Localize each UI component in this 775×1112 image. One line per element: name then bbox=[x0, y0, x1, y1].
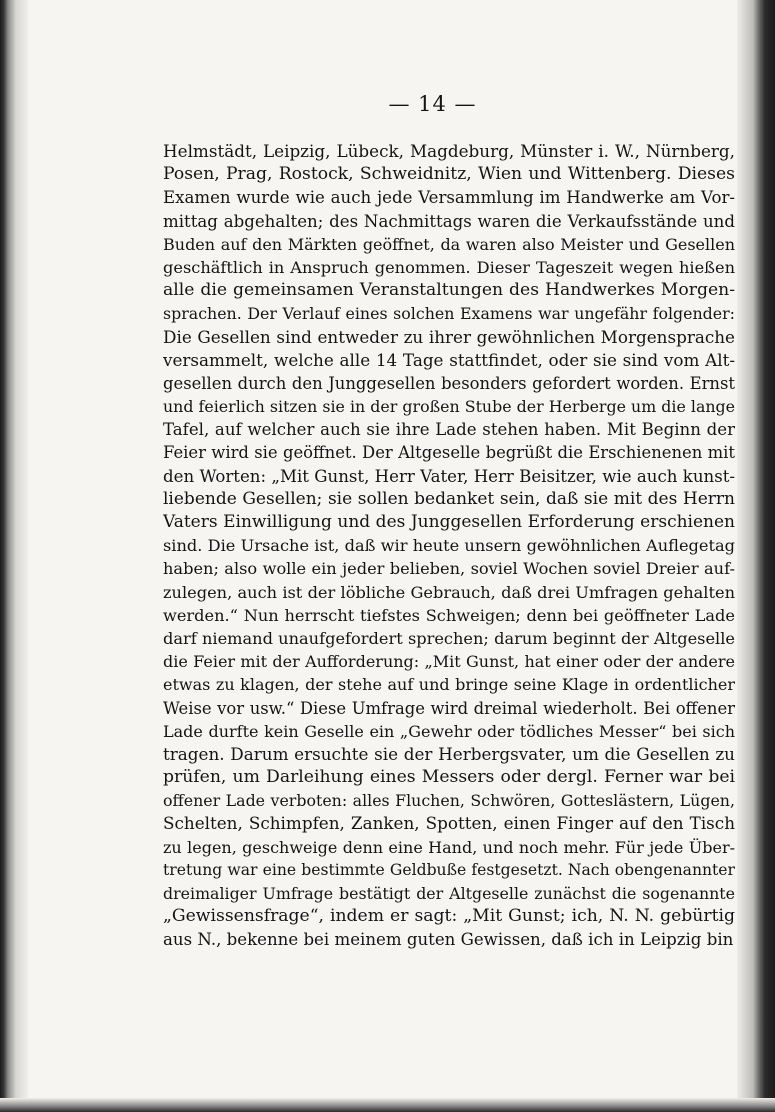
scan-edge-bottom bbox=[0, 1098, 775, 1112]
text-line: den Worten: „Mit Gunst, Herr Vater, Herr Beisitzer, wie auch kunst- bbox=[163, 466, 735, 486]
text-line: Die Gesellen sind entweder zu ihrer gewöhnlichen Morgensprache bbox=[163, 326, 735, 347]
text-line: Posen, Prag, Rostock, Schweidnitz, Wien und Wittenberg. Dieses bbox=[163, 164, 735, 185]
text-line: offener Lade verboten: alles Fluchen, Schwören, Gotteslästern, Lügen, bbox=[163, 791, 735, 811]
text-line: dreimaliger Umfrage bestätigt der Altgeselle zunächst die sogenannte bbox=[163, 884, 735, 903]
text-line: Feier wird sie geöffnet. Der Altgeselle begrüßt die Erschienenen mit bbox=[163, 443, 735, 463]
text-line: etwas zu klagen, der stehe auf und bringe seine Klage in ordentlicher bbox=[163, 675, 735, 695]
text-line: aus N., bekenne bei meinem guten Gewissen, daß ich in Leipzig bin bbox=[163, 930, 734, 950]
text-line: zulegen, auch ist der löbliche Gebrauch, daß drei Umfragen gehalten bbox=[163, 582, 735, 602]
text-line: mittag abgehalten; des Nachmittags waren die Verkaufsstände und bbox=[163, 211, 735, 231]
text-line: geschäftlich in Anspruch genommen. Dieser Tageszeit wegen hießen bbox=[163, 257, 735, 277]
text-line: Tafel, auf welcher auch sie ihre Lade stehen haben. Mit Beginn der bbox=[163, 420, 735, 440]
scan-edge-right bbox=[737, 0, 775, 1112]
text-line: und feierlich sitzen sie in der großen Stube der Herberge um die lange bbox=[163, 397, 735, 417]
text-line: Buden auf den Märkten geöffnet, da waren also Meister und Gesellen bbox=[163, 234, 735, 254]
text-line: alle die gemeinsamen Veranstaltungen des Handwerkes Morgen- bbox=[163, 280, 735, 301]
text-line: prüfen, um Darleihung eines Messers oder dergl. Ferner war bei bbox=[163, 767, 735, 788]
text-line: haben; also wolle ein jeder belieben, soviel Wochen soviel Dreier auf- bbox=[163, 559, 735, 579]
text-line: Examen wurde wie auch jede Versammlung im Handwerke am Vor- bbox=[163, 188, 735, 208]
text-line: Weise vor usw.“ Diese Umfrage wird dreimal wiederholt. Bei offener bbox=[163, 698, 735, 718]
text-line: sind. Die Ursache ist, daß wir heute unsern gewöhnlichen Auflegetag bbox=[163, 536, 735, 556]
text-line: gesellen durch den Junggesellen besonders gefordert worden. Ernst bbox=[163, 373, 735, 393]
text-line: Vaters Einwilligung und des Junggesellen Erforderung erschienen bbox=[163, 512, 735, 532]
text-line: darf niemand unaufgefordert sprechen; darum beginnt der Altgeselle bbox=[163, 628, 735, 648]
text-line: die Feier mit der Aufforderung: „Mit Gunst, hat einer oder der andere bbox=[163, 652, 735, 672]
text-line: werden.“ Nun herrscht tiefstes Schweigen; denn bei geöffneter Lade bbox=[163, 605, 735, 625]
text-line: sprachen. Der Verlauf eines solchen Examens war ungefähr folgender: bbox=[163, 304, 735, 324]
text-line: tretung war eine bestimmte Geldbuße festgesetzt. Nach obengenannter bbox=[163, 860, 735, 879]
text-line: versammelt, welche alle 14 Tage stattfindet, oder sie sind vom Alt- bbox=[163, 349, 735, 370]
text-line: „Gewissensfrage“, indem er sagt: „Mit Gunst; ich, N. N. gebürtig bbox=[163, 906, 735, 927]
text-line: Schelten, Schimpfen, Zanken, Spotten, einen Finger auf den Tisch bbox=[163, 813, 735, 834]
text-line: liebende Gesellen; sie sollen bedanket sein, daß sie mit des Herrn bbox=[163, 488, 735, 509]
binding-shadow-left bbox=[0, 0, 28, 1112]
text-line: Lade durfte kein Geselle ein „Gewehr oder tödliches Messer“ bei sich bbox=[163, 721, 735, 741]
text-line: tragen. Darum ersuchte sie der Herbergsvater, um die Gesellen zu bbox=[163, 743, 735, 764]
text-line: zu legen, geschweige denn eine Hand, und noch mehr. Für jede Über- bbox=[163, 837, 735, 857]
body-text bbox=[163, 140, 735, 952]
page-number: — 14 — bbox=[388, 92, 477, 116]
text-line: Helmstädt, Leipzig, Lübeck, Magdeburg, Münster i. W., Nürnberg, bbox=[163, 141, 735, 161]
